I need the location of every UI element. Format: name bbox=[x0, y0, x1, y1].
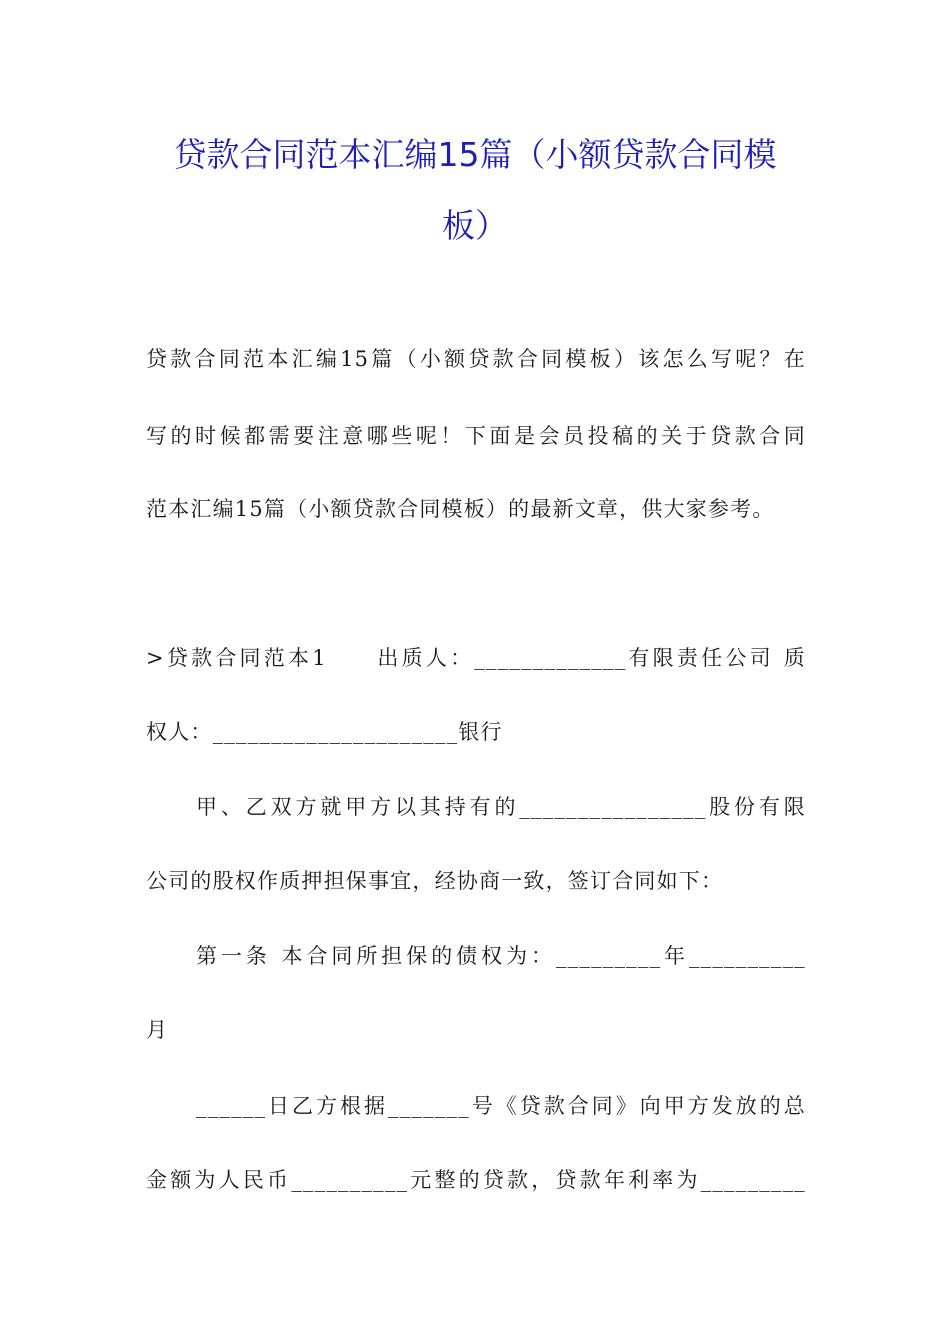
article-1-line-1: 第一条 本合同所担保的债权为：_________年__________ bbox=[196, 944, 806, 968]
document-title-line-2: 板） bbox=[442, 206, 508, 245]
preamble-line-1: 甲、乙双方就甲方以其持有的________________股份有限 bbox=[196, 795, 806, 819]
intro-line-2: 写的时候都需要注意哪些呢！下面是会员投稿的关于贷款合同 bbox=[146, 424, 806, 448]
article-1-line-2: 月 bbox=[146, 1018, 169, 1042]
document-title-line-1: 贷款合同范本汇编15篇（小额贷款合同模 bbox=[173, 135, 777, 174]
article-1-line-3: ______日乙方根据_______号《贷款合同》向甲方发放的总 bbox=[196, 1094, 806, 1118]
intro-line-3: 范本汇编15篇（小额贷款合同模板）的最新文章，供大家参考。 bbox=[146, 497, 775, 521]
pledgee-line: 权人：_____________________银行 bbox=[146, 720, 503, 744]
article-1-line-4: 金额为人民币__________元整的贷款，贷款年利率为_________ bbox=[146, 1168, 806, 1192]
intro-line-1: 贷款合同范本汇编15篇（小额贷款合同模板）该怎么写呢？在 bbox=[146, 347, 806, 371]
contract-1-header-line: >贷款合同范本1 出质人：_____________有限责任公司 质 bbox=[146, 646, 806, 670]
preamble-line-2: 公司的股权作质押担保事宜，经协商一致，签订合同如下： bbox=[146, 869, 724, 893]
